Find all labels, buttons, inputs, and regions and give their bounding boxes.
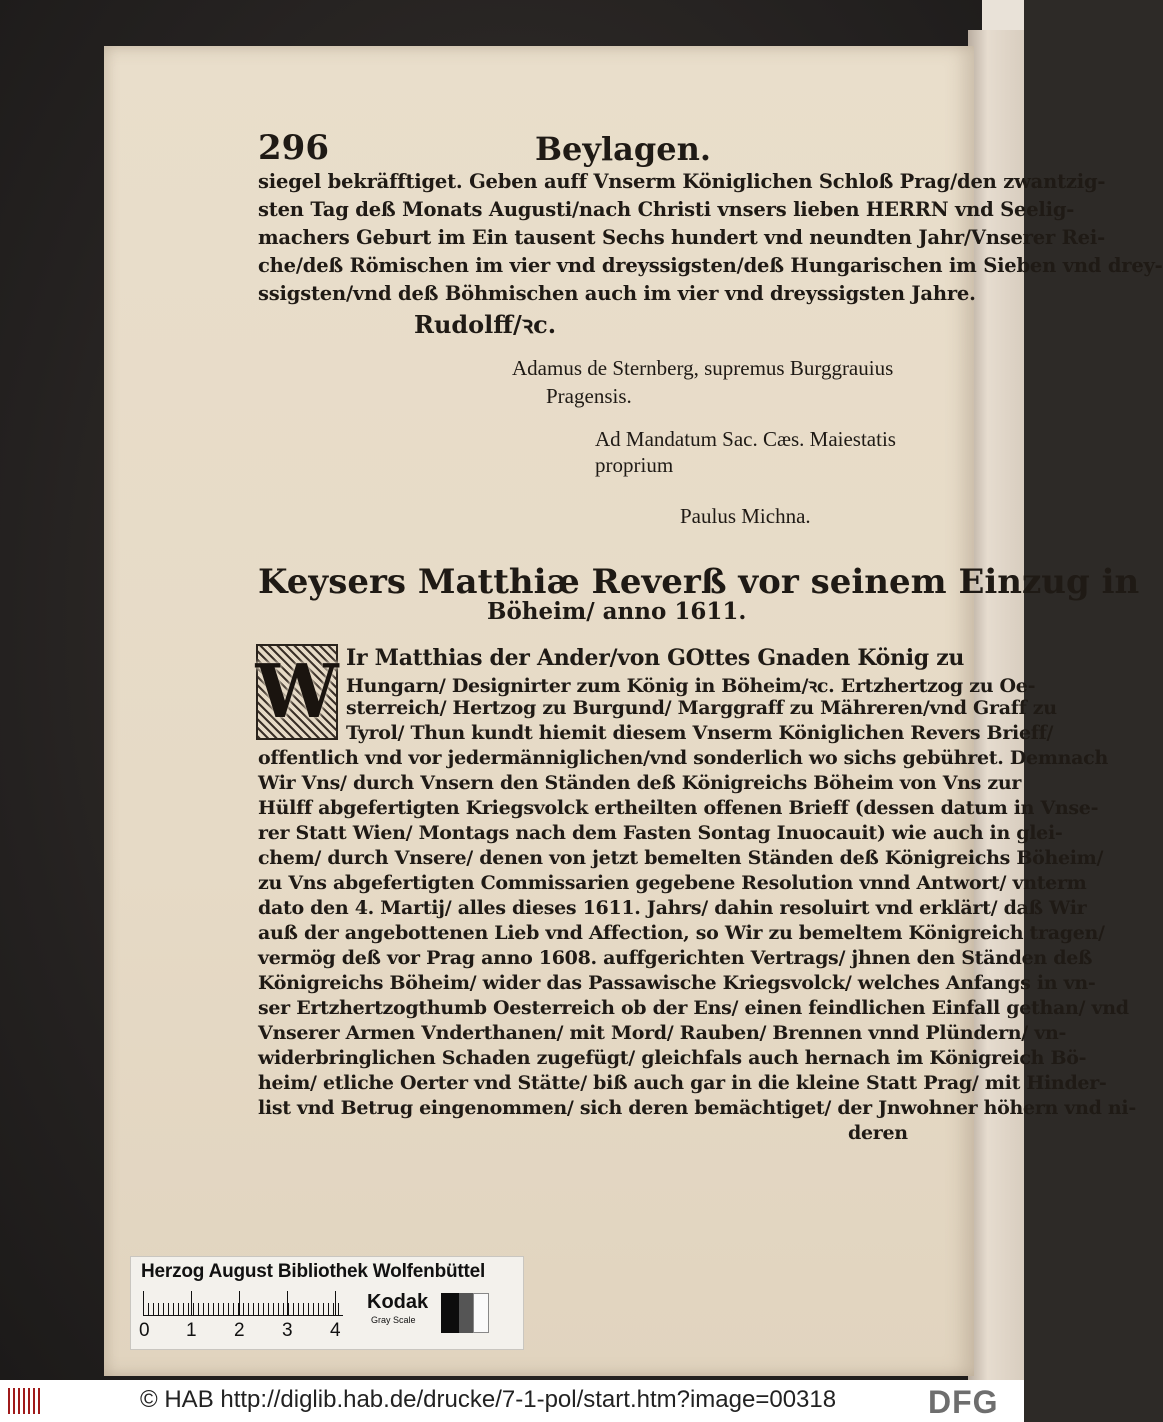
body-line: offentlich vnd vor jedermänniglichen/vnd sonderlich wo sichs gebühret. Demnach — [258, 747, 1108, 769]
body-line: Hülff abgefertigten Kriegsvolck ertheilten offenen Brieff (dessen datum in Vnse- — [258, 797, 1099, 819]
signature-rudolf: Rudolff/ꝛc. — [414, 310, 557, 339]
catchword: deren — [848, 1122, 908, 1144]
section-heading-cont: Böheim/ anno 1611. — [487, 598, 747, 625]
ruler-tick — [191, 1291, 192, 1315]
body-line: dato den 4. Martij/ alles dieses 1611. Jahrs/ dahin resoluirt vnd erklärt/ daß Wir — [258, 897, 1087, 919]
ruler-tick — [239, 1291, 240, 1315]
section-heading: Keysers Matthiæ Reverß vor seinem Einzug in — [258, 562, 1140, 602]
page-number: 296 — [258, 128, 329, 168]
hab-logo-icon[interactable] — [8, 1388, 42, 1414]
ruler-number: 0 — [139, 1320, 150, 1341]
ruler-tick — [143, 1291, 144, 1315]
signature-sternberg: Adamus de Sternberg, supremus Burggrauius — [512, 356, 894, 380]
signature-mandatum-cont: proprium — [595, 453, 674, 477]
body-line: zu Vns abgefertigten Commissarien gegebene Resolution vnnd Antwort/ vnterm — [258, 872, 1087, 894]
body-line: rer Statt Wien/ Montags nach dem Fasten Sontag Inuocauit) wie auch in glei- — [258, 822, 1063, 844]
body-line: ser Ertzhertzogthumb Oesterreich ob der Ens/ einen feindlichen Einfall gethan/ vnd — [258, 997, 1129, 1019]
ruler-tick — [335, 1291, 336, 1315]
running-head: Beylagen. — [535, 130, 712, 168]
signature-sternberg-cont: Pragensis. — [546, 384, 632, 408]
charter-line: machers Geburt im Ein tausent Sechs hundert vnd neundten Jahr/Vnserer Rei- — [258, 226, 1105, 249]
ruler-tick — [287, 1291, 288, 1315]
gray-swatch-white — [473, 1293, 489, 1333]
charter-line: siegel bekräfftiget. Geben auff Vnserm Königlichen Schloß Prag/den zwantzig- — [258, 170, 1106, 193]
body-line: widerbringlichen Schaden zugefügt/ gleichfals auch hernach im Königreich Bö- — [258, 1047, 1087, 1069]
initial-letter: W — [255, 649, 339, 735]
charter-line: che/deß Römischen im vier vnd dreyssigsten/deß Hungarischen im Sieben vnd drey- — [258, 254, 1163, 277]
body-line: auß der angebottenen Lieb vnd Affection, so Wir zu bemeltem Königreich tragen/ — [258, 922, 1105, 944]
body-line: Hungarn/ Designirter zum König in Böheim/ꝛc. Ertzhertzog zu Oe- — [346, 675, 1036, 697]
body-line: Wir Vns/ durch Vnsern den Ständen deß Königreichs Böheim von Vns zur — [258, 772, 1022, 794]
body-line: list vnd Betrug eingenommen/ sich deren bemächtiget/ der Jnwohner höhern vnd ni- — [258, 1097, 1136, 1119]
charter-line: sten Tag deß Monats Augusti/nach Christi vnsers lieben HERRN vnd Seelig- — [258, 198, 1075, 221]
card-institution: Herzog August Bibliothek Wolfenbüttel — [141, 1261, 486, 1282]
body-line: sterreich/ Hertzog zu Burgund/ Marggraff zu Mähreren/vnd Graff zu — [346, 697, 1057, 719]
body-line: Vnserer Armen Vnderthanen/ mit Mord/ Rauben/ Brennen vnnd Plündern/ vn- — [258, 1022, 1067, 1044]
ruler-number: 1 — [186, 1320, 197, 1341]
ruler-scale — [143, 1293, 343, 1316]
gray-swatch-black — [441, 1293, 459, 1333]
body-line: vermög deß vor Prag anno 1608. auffgerichten Vertrags/ jhnen den Ständen deß — [258, 947, 1093, 969]
color-calibration-card — [130, 1256, 524, 1350]
body-line: chem/ durch Vnsere/ denen von jetzt bemelten Ständen deß Königreichs Böheim/ — [258, 847, 1104, 869]
signature-michna: Paulus Michna. — [680, 504, 811, 528]
footer-bar — [0, 1380, 1024, 1422]
ruler-number: 4 — [330, 1320, 341, 1341]
body-line: Ir Matthias der Ander/von GOttes Gnaden König zu — [346, 645, 965, 671]
body-line: Königreichs Böheim/ wider das Passawische Kriegsvolck/ welches Anfangs in vn- — [258, 972, 1096, 994]
body-line: Tyrol/ Thun kundt hiemit diesem Vnserm Königlichen Revers Brieff/ — [346, 722, 1054, 744]
dfg-logo[interactable]: DFG — [928, 1384, 999, 1420]
copyright-link[interactable]: © HAB http://diglib.hab.de/drucke/7-1-pol/start.htm?image=00318 — [140, 1386, 837, 1413]
gray-swatch-dark — [459, 1293, 473, 1333]
kodak-logo: Kodak — [367, 1291, 429, 1313]
body-line: heim/ etliche Oerter vnd Stätte/ biß auch gar in die kleine Statt Prag/ mit Hinder- — [258, 1072, 1107, 1094]
ruler-number: 3 — [282, 1320, 293, 1341]
ruler-number: 2 — [234, 1320, 245, 1341]
kodak-subtitle: Gray Scale — [371, 1315, 416, 1325]
decorated-initial — [256, 644, 338, 740]
charter-line: ssigsten/vnd deß Böhmischen auch im vier vnd dreyssigsten Jahre. — [258, 282, 976, 305]
signature-mandatum: Ad Mandatum Sac. Cæs. Maiestatis — [595, 427, 896, 451]
